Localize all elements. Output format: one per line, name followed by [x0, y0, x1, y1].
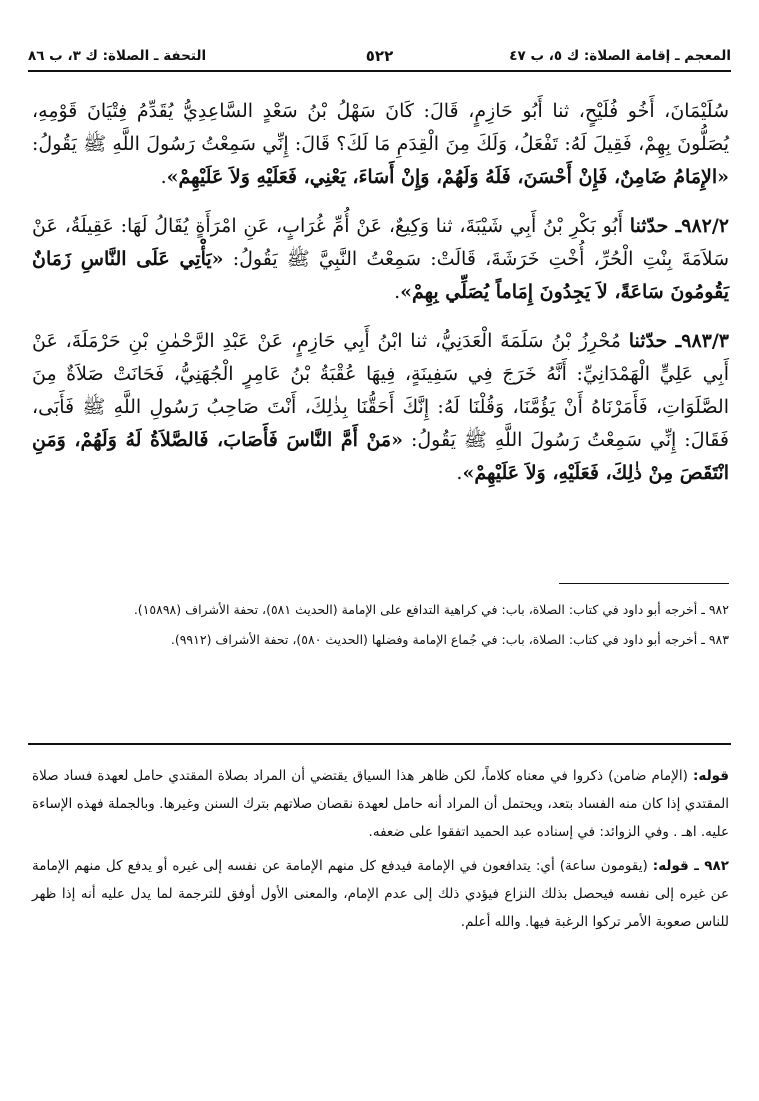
hadith-number: ٩٨٢/٢ [681, 215, 729, 237]
matn-text: «مَنْ أَمَّ النَّاسَ فَأَصَابَ، فَالصَّلاَةُ لَهُ وَلَهُمْ، وَمَنِ انْتَقَصَ مِنْ ذٰلِكَ، فَعَلَيْهِ، وَلاَ عَلَيْهِمْ» [32, 429, 729, 484]
running-header [28, 44, 731, 68]
commentary-lead: قوله: [693, 768, 729, 784]
hadith-number: ٩٨٣/٣ [681, 330, 729, 352]
matn-text: «يَأْتِي عَلَى النَّاسِ زَمَانٌ يَقُومُونَ سَاعَةً، لاَ يَجِدُونَ إِمَاماً يُصَلِّي بِهِمْ» [32, 248, 729, 303]
commentary-text: (الإمام ضامن) ذكروا في معناه كلاماً، لكن ظاهر هذا السياق يقتضي أن المراد بصلاة المقتدي حامل لعهدة فساد صلاة المقتدي إذا كان منه الفساد بتعد، ويحتمل أن المراد أنه حامل لعهدة نقصان صلاتهم بترك السنن وغيرها. وبالجملة فهذه الإساءة عليه. اهـ . وفي الزوائد: في إسناده عبد الحميد اتفقوا على ضعفه. [32, 768, 729, 840]
footnotes [32, 597, 729, 657]
footnote-983: ٩٨٣ ـ أخرجه أبو داود في كتاب: الصلاة، باب: في جُماع الإمامة وفضلها (الحديث ٥٨٠)، تحفة الأشراف (٩٩١٢). [170, 632, 729, 647]
hadith-body [32, 95, 729, 506]
page-number: ٥٢٢ [365, 47, 394, 65]
entry-end: . [456, 462, 463, 484]
footnote-982: ٩٨٢ ـ أخرجه أبو داود في كتاب: الصلاة، باب: في كراهية التدافع على الإمامة (الحديث ٥٨١)، تحفة الأشراف (١٥٨٩٨). [133, 602, 729, 617]
isnad-text: أَبُو بَكْرِ بْنُ أَبِي شَيْبَةَ، ثنا وَكِيعٌ، عَنْ أُمِّ غُرَابٍ، عَنِ امْرَأَةٍ يُقَالُ لَهَا: عَقِيلَةُ، عَنْ سَلاَمَةَ بِنْتِ الْحُرِّ، أُخْتِ خَرَشَةَ، قَالَتْ: سَمِعْتُ النَّبِيَّ ﷺ يَقُولُ: [32, 215, 730, 270]
hadith-entry-983 [32, 325, 729, 490]
footnote-divider [559, 583, 729, 584]
entry-end: . [394, 281, 401, 303]
isnad-text: مُحْرِزُ بْنُ سَلَمَةَ الْعَدَنِيُّ، ثنا ابْنُ أَبِي حَازِمٍ، عَنْ عَبْدِ الرَّحْمٰنِ بْنِ حَرْمَلَةَ، عَنْ أَبِي عَلِيٍّ الْهَمْدَانِيِّ: أَنَّهُ خَرَجَ فِي سَفِينَةٍ، فِيهَا عُقْبَةُ بْنُ عَامِرٍ الْجُهَنِيُّ، فَحَانَتْ صَلاَةٌ مِنَ الصَّلَوَاتِ، فَأَمَرْنَاهُ أَنْ يَؤُمَّنَا، وَقُلْنَا لَهُ: إِنَّكَ أَحَقُّنَا بِذٰلِكَ، أَنْتَ صَاحِبُ رَسُولِ اللَّهِ ﷺ فَأَبَى، فَقَالَ: إِنِّي سَمِعْتُ رَسُولَ اللَّهِ ﷺ يَقُولُ: [32, 330, 729, 451]
isnad-text: سُلَيْمَانَ، أَخُو فُلَيْحٍ، ثنا أَبُو حَازِمٍ، قَالَ: كَانَ سَهْلُ بْنُ سَعْدٍ السَّاعِدِيُّ يُقَدِّمُ فِتْيَانَ قَوْمِهِ، يُصَلُّونَ بِهِمْ، فَقِيلَ لَهُ: تَفْعَلُ، وَلَكَ مِنَ الْقِدَمِ مَا لَكَ؟ قَالَ: إِنِّي سَمِعْتُ رَسُولَ اللَّهِ ﷺ يَقُولُ: [32, 100, 729, 155]
header-divider [28, 70, 731, 72]
hadith-entry-continued [32, 95, 729, 194]
commentary [32, 762, 729, 942]
commentary-text: (يقومون ساعة) أي: يتدافعون في الإمامة فيدفع كل منهم الإمامة عن نفسه إلى غيره أو يدفع كل منهم الإمامة عن غيره إلى نفسه فيحصل بذلك النزاع فيؤدي ذلك إلى عدم الإمام، والمعنى الأول أوفق للترجمة لما يدل عليه أنه إذا ظهر للناس صعوبة الأمر تركوا الرغبة فيها. والله أعلم. [32, 858, 729, 930]
commentary-divider [28, 743, 731, 745]
commentary-lead: ٩٨٢ ـ قوله: [652, 858, 729, 874]
haddathana: ـ حدّثنا [628, 330, 682, 352]
haddathana: ـ حدّثنا [629, 215, 682, 237]
hadith-entry-982 [32, 210, 729, 309]
header-left: التحفة ـ الصلاة: ك ٣، ب ٨٦ [28, 48, 207, 64]
entry-end: . [160, 166, 167, 188]
matn-text: «الإِمَامُ ضَامِنٌ، فَإِنْ أَحْسَنَ، فَلَهُ وَلَهُمْ، وَإِنْ أَسَاءَ، يَعْنِي، فَعَلَيْهِ وَلاَ عَلَيْهِمْ» [166, 166, 729, 188]
header-right: المعجم ـ إقامة الصلاة: ك ٥، ب ٤٧ [509, 48, 731, 64]
commentary-paragraph [32, 762, 729, 846]
commentary-paragraph [32, 852, 729, 936]
